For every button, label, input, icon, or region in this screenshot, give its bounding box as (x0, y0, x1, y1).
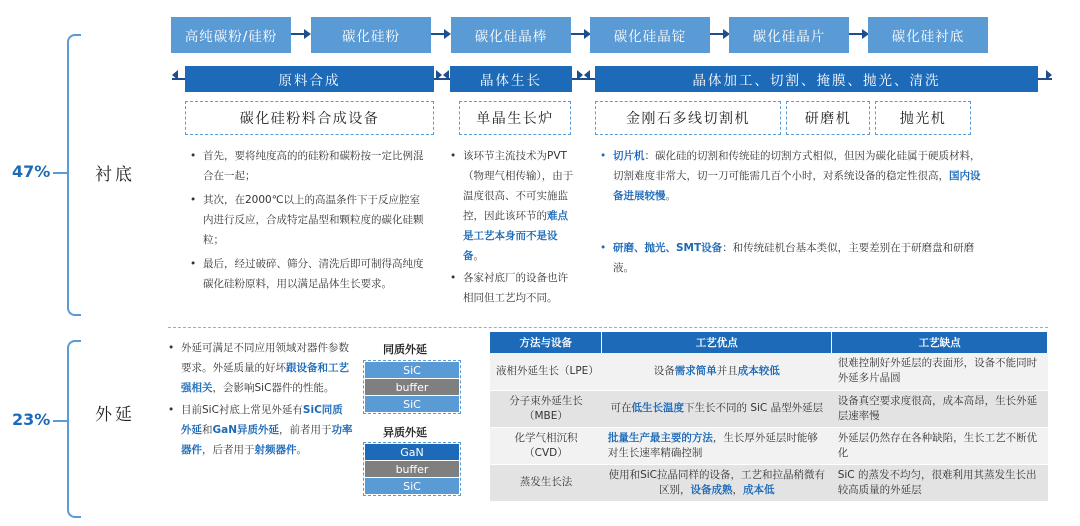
substrate-dash (53, 172, 67, 174)
adv-highlight: 批量生产最主要的方法 (607, 431, 713, 444)
equipment-powder-synthesis: 碳化硅粉料合成设备 (185, 101, 434, 135)
flow-step: 碳化硅晶片 (729, 17, 849, 53)
flow-arrow (431, 33, 445, 35)
substrate-growth-notes (450, 146, 578, 308)
adv-highlight: 成本较低 (737, 364, 780, 377)
substrate-label: 衬底 (95, 165, 135, 185)
list-item (600, 238, 990, 278)
adv-text: 并且 (716, 364, 738, 377)
advantage-cell (602, 427, 832, 464)
table-row (490, 427, 1048, 464)
list-item (450, 146, 578, 266)
power-device-highlight: 功率器件 (181, 424, 353, 456)
epitaxy-bracket (67, 340, 81, 518)
advantage-cell (602, 390, 832, 427)
epitaxy-percent: 23% (12, 410, 51, 429)
arrow-left-icon (172, 70, 178, 80)
list-item: • 首先，要将纯度高的的硅粉和碳粉按一定比例混合在一起； (190, 146, 426, 186)
slicer-highlight: 国内设备进展较慢 (613, 170, 981, 202)
adv-highlight: 需求简单 (674, 364, 717, 377)
flow-step: 碳化硅粉 (311, 17, 431, 53)
growth-note-highlight: 难点是工艺本身而不是设备 (463, 210, 568, 262)
list-item (168, 400, 353, 460)
flow-step: 碳化硅晶锭 (590, 17, 710, 53)
method-cell: 蒸发生长法 (490, 464, 602, 501)
slicer-heading: 切片机 (613, 150, 645, 162)
arrow-right-icon (577, 70, 583, 80)
table-header: 工艺优点 (602, 332, 832, 353)
homo-layer-buffer: buffer (365, 379, 459, 395)
flow-step: 碳化硅衬底 (868, 17, 988, 53)
table-row (490, 464, 1048, 501)
equipment-grinder: 研磨机 (786, 101, 870, 135)
adv-highlight: 低生长温度 (631, 402, 684, 414)
hetero-epitaxy-title: 异质外延 (383, 426, 427, 439)
disadvantage-cell: SiC 的蒸发不均匀，很难利用其蒸发生长出较高质量的外延层 (832, 464, 1048, 501)
epitaxy-notes (168, 338, 353, 460)
stage-crystal-growth: 晶体生长 (450, 66, 572, 92)
list-item: • 最后，经过破碎、筛分、清洗后即可制得高纯度碳化硅粉原料，用以满足晶体生长要求。 (190, 254, 426, 294)
advantage-cell (602, 353, 832, 390)
equipment-polisher: 抛光机 (875, 101, 971, 135)
homo-layer-top: SiC (365, 362, 459, 378)
flow-step: 高纯碳粉/硅粉 (171, 17, 291, 53)
epitaxy-methods-table (490, 332, 1048, 502)
stage-processing: 晶体加工、切割、掩膜、抛光、清洗 (595, 66, 1038, 92)
adv-highlight: 成本低 (743, 483, 775, 496)
table-row (490, 353, 1048, 390)
adv-text: 可在 (610, 402, 632, 414)
arrow-left-icon (584, 70, 590, 80)
stage-raw-synthesis: 原料合成 (185, 66, 434, 92)
hetero-highlight: GaN异质外延 (212, 424, 279, 436)
epitaxy-type-former: ，前者用于 (279, 424, 332, 436)
growth-note-end: 。 (473, 250, 484, 262)
flow-arrow (571, 33, 585, 35)
flow-arrow (710, 33, 724, 35)
hetero-layer-buffer: buffer (365, 461, 459, 477)
arrow-right-icon (436, 70, 442, 80)
epitaxy-note-text: 外延可满足不同应用领域对器件参数要求。外延质量的好坏 (181, 342, 349, 374)
list-item (168, 338, 353, 398)
disadvantage-cell: 设备真空要求度很高，成本高昂，生长外延层速率慢 (832, 390, 1048, 427)
advantage-cell (602, 464, 832, 501)
adv-text: 使用和SiC拉晶同样的设备，工艺和拉晶稍微有区别， (608, 468, 826, 496)
flow-arrow (291, 33, 305, 35)
epitaxy-type-and: 和 (202, 424, 213, 436)
flow-step: 碳化硅晶棒 (451, 17, 571, 53)
epitaxy-note-highlight: 跟设备和工艺强相关 (181, 362, 349, 394)
method-cell: 化学气相沉积（CVD） (490, 427, 602, 464)
adv-text: ，生长厚外延层时能够对生长速率精确控制 (607, 431, 818, 459)
adv-text: 下生长不同的 SiC 晶型外延层 (684, 402, 824, 414)
grinding-text: ：和传统硅机台基本类似，主要差别在于研磨盘和研磨液。 (613, 242, 975, 274)
disadvantage-cell: 很难控制好外延层的表面形，设备不能同时外延多片晶圆 (832, 353, 1048, 390)
list-item (600, 146, 990, 206)
hetero-layer-substrate: SiC (365, 478, 459, 494)
epitaxy-type-end: 。 (296, 444, 307, 456)
epitaxy-type-text: 目前SiC衬底上常见外延有 (181, 404, 303, 416)
equipment-wire-saw: 金刚石多线切割机 (595, 101, 781, 135)
rf-device-highlight: 射频器件 (254, 444, 297, 456)
epitaxy-note-end: ，会影响SiC器件的性能。 (212, 382, 335, 394)
table-row (490, 390, 1048, 427)
table-header: 工艺缺点 (832, 332, 1048, 353)
substrate-percent: 47% (12, 162, 51, 181)
homo-epitaxy-title: 同质外延 (383, 343, 427, 356)
method-cell: 分子束外延生长（MBE） (490, 390, 602, 427)
arrow-right-icon (1046, 70, 1052, 80)
list-item: • 各家衬底厂的设备也许相同但工艺均不同。 (450, 268, 578, 308)
slicer-text: ：碳化硅的切割和传统硅的切割方式相似，但因为碳化硅属于硬质材料，切割难度非常大，切一刀可能需几百个小时，对系统设备的稳定性很高， (613, 150, 981, 182)
adv-text: ， (732, 483, 744, 496)
growth-note-text: 该环节主流技术为PVT（物理气相传输），由于温度很高、不可实施监控，因此该环节的 (463, 150, 574, 222)
flow-arrow (849, 33, 863, 35)
list-item: • 其次，在2000℃以上的高温条件下于反应腔室内进行反应，合成特定晶型和颗粒度的碳化硅颗粒； (190, 190, 426, 250)
epitaxy-type-latter: ，后者用于 (202, 444, 255, 456)
epitaxy-dash (53, 420, 67, 422)
adv-text: 设备 (653, 364, 675, 377)
substrate-raw-notes (190, 146, 426, 294)
equipment-crystal-furnace: 单晶生长炉 (459, 101, 571, 135)
disadvantage-cell: 外延层仍然存在各种缺陷，生长工艺不断优化 (832, 427, 1048, 464)
arrow-left-icon (443, 70, 449, 80)
section-divider (168, 327, 1048, 328)
table-header: 方法与设备 (490, 332, 602, 353)
adv-highlight: 设备成熟 (690, 483, 733, 496)
slicer-end: 。 (665, 190, 676, 202)
homo-highlight: SiC同质外延 (181, 404, 343, 436)
homo-layer-substrate: SiC (365, 396, 459, 412)
epitaxy-label: 外延 (95, 405, 135, 425)
grinding-heading: 研磨、抛光、SMT设备 (613, 242, 723, 254)
substrate-processing-notes (600, 146, 990, 278)
method-cell: 液相外延生长（LPE） (490, 353, 602, 390)
substrate-bracket (67, 34, 81, 316)
hetero-layer-gan: GaN (365, 444, 459, 460)
